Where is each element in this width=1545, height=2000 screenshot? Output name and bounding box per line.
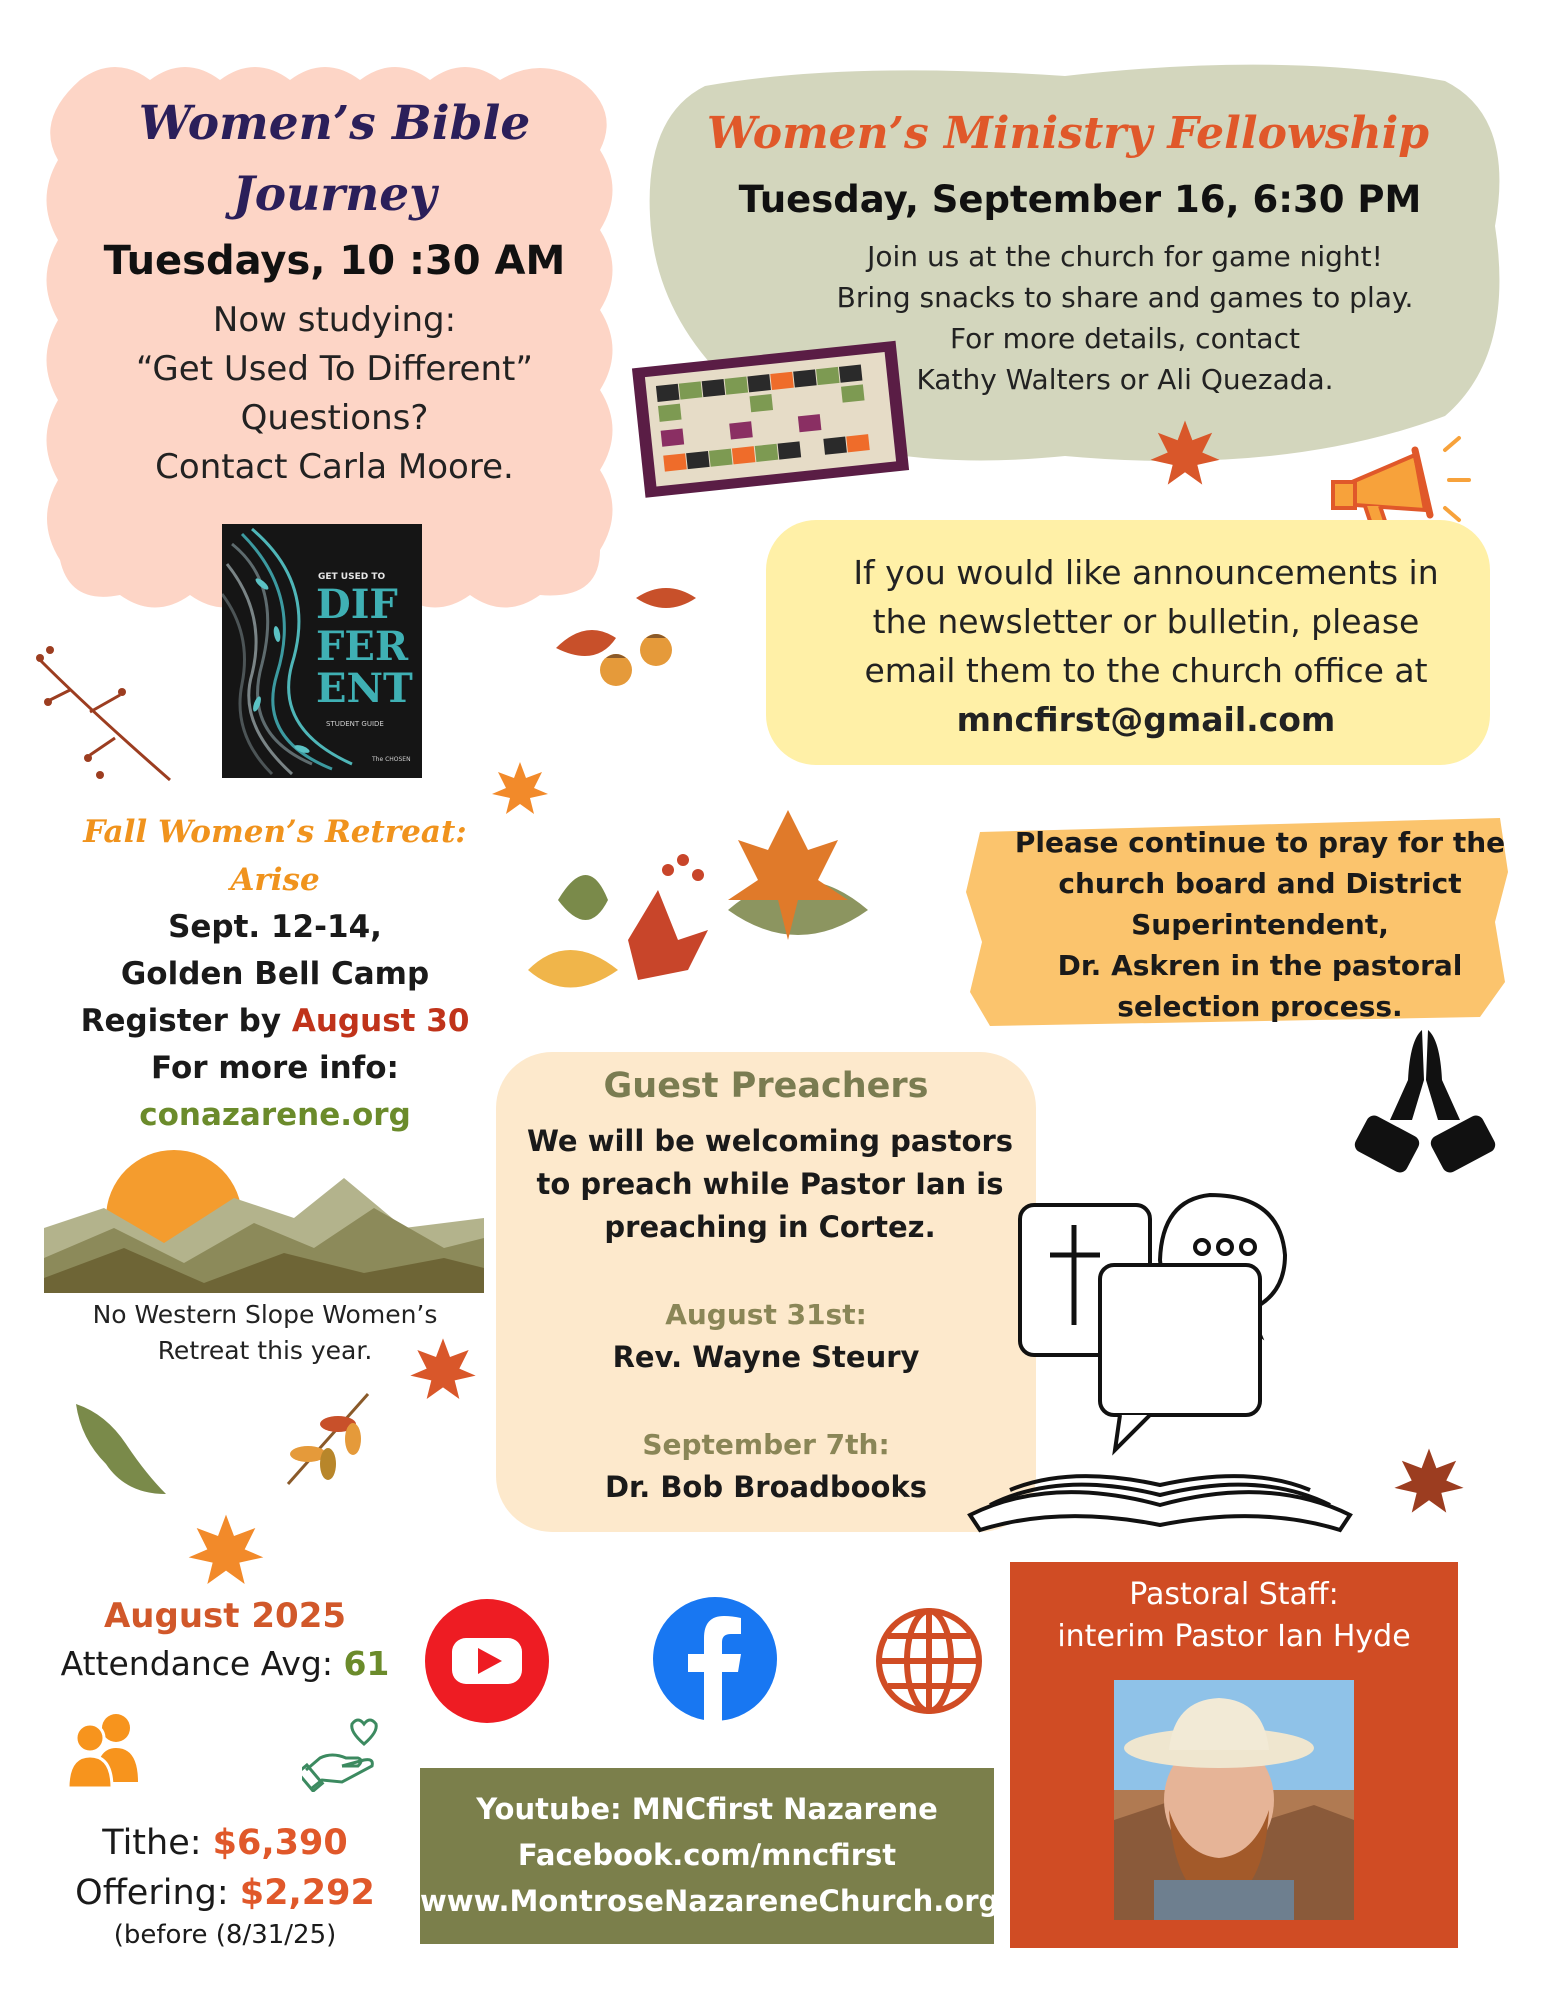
facebook-icon[interactable] bbox=[652, 1596, 778, 1722]
book-cover-image bbox=[222, 524, 422, 778]
prayer-line: Please continue to pray for the bbox=[1014, 826, 1506, 859]
retreat-place: Golden Bell Camp bbox=[120, 956, 430, 992]
note-line: Retreat this year. bbox=[157, 1336, 373, 1365]
bible-journey-line: “Get Used To Different” bbox=[136, 349, 533, 389]
guest-desc-line: to preach while Pastor Ian is bbox=[536, 1167, 1004, 1201]
note-line: No Western Slope Women’s bbox=[92, 1300, 438, 1329]
fellowship-title: Women’s Ministry Fellowship bbox=[706, 108, 1430, 159]
staff-name: interim Pastor Ian Hyde bbox=[1057, 1619, 1411, 1654]
maple-leaf-icon bbox=[186, 1512, 266, 1592]
church-email-link[interactable]: mncfirst@gmail.com bbox=[956, 700, 1336, 739]
retreat-register bbox=[40, 998, 510, 1045]
announcements-line: email them to the church office at bbox=[864, 651, 1428, 690]
fellowship-line: For more details, contact bbox=[950, 322, 1300, 355]
bible-journey-line: Questions? bbox=[240, 398, 429, 438]
autumn-branch-icon bbox=[30, 640, 180, 790]
youtube-link[interactable]: Youtube: MNCfirst Nazarene bbox=[476, 1792, 938, 1826]
prayer-line: selection process. bbox=[1117, 990, 1403, 1023]
fellowship-line: Kathy Walters or Ali Quezada. bbox=[916, 363, 1334, 396]
retreat-details bbox=[40, 904, 510, 1139]
fellowship-line: Bring snacks to share and games to play. bbox=[836, 281, 1414, 314]
retreat-title bbox=[40, 808, 510, 904]
bible-journey-time: Tuesdays, 10 :30 AM bbox=[103, 238, 566, 284]
book-title-small: GET USED TO bbox=[318, 572, 386, 582]
prayer-request-text bbox=[1000, 822, 1520, 1027]
links-text bbox=[420, 1786, 1000, 1924]
autumn-twig-leaves-icon bbox=[278, 1384, 378, 1494]
bible-journey-line: Now studying: bbox=[212, 300, 457, 340]
sunset-mountains-image bbox=[44, 1148, 484, 1293]
offering-value: $2,292 bbox=[239, 1873, 375, 1913]
prayer-line: Dr. Askren in the pastoral bbox=[1057, 949, 1463, 982]
book-publisher: The CHOSEN bbox=[372, 756, 411, 763]
website-link[interactable]: www.MontroseNazareneChurch.org bbox=[420, 1884, 1000, 1918]
pastoral-staff-text bbox=[1010, 1574, 1458, 1658]
book-title-line: FER bbox=[316, 623, 409, 670]
guest-desc-line: preaching in Cortez. bbox=[604, 1210, 936, 1244]
fellowship-line: Join us at the church for game night! bbox=[867, 240, 1383, 273]
guest-desc-line: We will be welcoming pastors bbox=[526, 1124, 1014, 1158]
book-subtitle: STUDENT GUIDE bbox=[326, 720, 384, 728]
bible-journey-title-line-1: Women’s Bible bbox=[138, 96, 531, 151]
attendance-average bbox=[20, 1644, 430, 1683]
retreat-register-deadline: August 30 bbox=[291, 1003, 470, 1039]
praying-hands-icon bbox=[1350, 1020, 1500, 1180]
book-title-line: DIF bbox=[316, 581, 398, 628]
globe-website-icon[interactable] bbox=[874, 1606, 984, 1716]
retreat-website-link[interactable]: conazarene.org bbox=[139, 1097, 411, 1133]
tithe-line bbox=[20, 1818, 430, 1868]
guest-date: August 31st: bbox=[665, 1298, 867, 1331]
retreat-title-line-2: Arise bbox=[230, 862, 320, 898]
prayer-line: church board and District bbox=[1058, 867, 1462, 900]
bible-journey-title bbox=[52, 88, 617, 230]
bible-journey-title-line-2: Journey bbox=[232, 167, 437, 222]
attendance-month: August 2025 bbox=[103, 1596, 347, 1636]
bible-chat-bubbles-icon bbox=[950, 1185, 1370, 1540]
attendance-value: 61 bbox=[343, 1644, 390, 1683]
board-game-icon bbox=[628, 334, 918, 504]
bible-journey-line: Contact Carla Moore. bbox=[155, 447, 514, 487]
staff-label: Pastoral Staff: bbox=[1129, 1577, 1339, 1612]
bible-journey-details bbox=[52, 296, 617, 492]
people-icon bbox=[64, 1710, 144, 1790]
guest-date: September 7th: bbox=[642, 1428, 890, 1461]
offering-line bbox=[20, 1868, 430, 1918]
maple-leaf-icon bbox=[408, 1336, 478, 1406]
oak-leaves-acorns-icon bbox=[546, 578, 706, 698]
oak-leaf-icon bbox=[66, 1394, 176, 1504]
retreat-title-line-1: Fall Women’s Retreat: bbox=[83, 814, 467, 850]
tithe-value: $6,390 bbox=[212, 1823, 348, 1863]
book-title-large bbox=[316, 581, 413, 712]
giving-note: (before (8/31/25) bbox=[113, 1920, 337, 1950]
guest-preachers-title: Guest Preachers bbox=[603, 1066, 929, 1106]
tithe-label: Tithe: bbox=[102, 1823, 213, 1863]
prayer-line: Superintendent, bbox=[1131, 908, 1389, 941]
guest-name: Rev. Wayne Steury bbox=[612, 1340, 920, 1374]
attendance-label: Attendance Avg: bbox=[60, 1644, 344, 1683]
retreat-info-label: For more info: bbox=[151, 1050, 399, 1086]
giving-hand-heart-icon bbox=[302, 1716, 382, 1792]
offering-label: Offering: bbox=[75, 1873, 240, 1913]
guest-name: Dr. Bob Broadbooks bbox=[604, 1470, 928, 1504]
pastor-photo bbox=[1114, 1680, 1354, 1920]
youtube-icon[interactable] bbox=[424, 1598, 550, 1724]
autumn-leaves-cluster-icon bbox=[528, 790, 908, 1010]
announcements-text bbox=[836, 548, 1456, 744]
giving-summary bbox=[20, 1818, 430, 1952]
guest-preachers-description bbox=[520, 1120, 1020, 1249]
announcements-line: the newsletter or bulletin, please bbox=[872, 602, 1420, 641]
maple-leaf-icon bbox=[1392, 1446, 1466, 1520]
fellowship-date: Tuesday, September 16, 6:30 PM bbox=[738, 178, 1422, 221]
announcements-line: If you would like announcements in bbox=[853, 553, 1439, 592]
book-title-line: ENT bbox=[316, 665, 413, 712]
maple-leaf-icon bbox=[1148, 418, 1222, 492]
retreat-register-label: Register by bbox=[80, 1003, 292, 1039]
retreat-dates: Sept. 12-14, bbox=[168, 909, 382, 945]
bible-journey-block bbox=[52, 88, 617, 492]
facebook-link[interactable]: Facebook.com/mncfirst bbox=[517, 1838, 897, 1872]
